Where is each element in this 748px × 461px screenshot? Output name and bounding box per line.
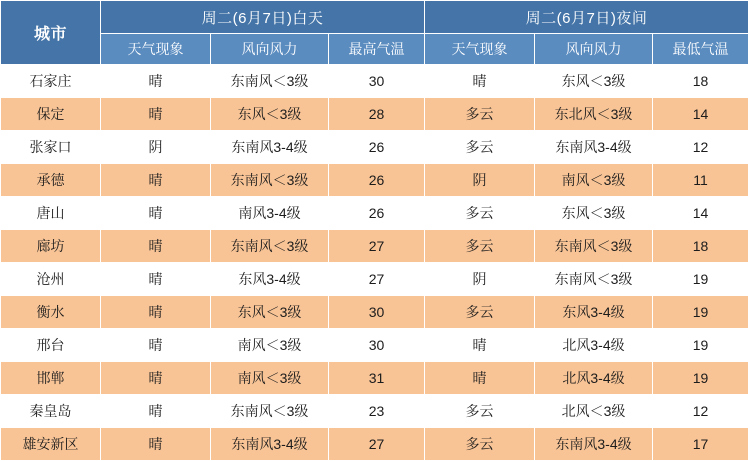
row-cell-night-wind: 东南风3-4级 [535, 428, 653, 461]
row-cell-night-low-temp: 14 [653, 197, 748, 230]
row-cell-day-wind: 东南风3-4级 [211, 428, 329, 461]
row-cell-night-low-temp: 19 [653, 362, 748, 395]
table-row [1, 362, 748, 395]
column-header-day-weather: 天气现象 [101, 34, 211, 65]
row-cell-day-weather: 晴 [101, 197, 211, 230]
column-header-night-low-temp: 最低气温 [653, 34, 748, 65]
table-row [1, 329, 748, 362]
row-cell-night-wind: 北风＜3级 [535, 395, 653, 428]
row-cell-night-weather: 晴 [425, 362, 535, 395]
row-cell-day-wind: 南风3-4级 [211, 197, 329, 230]
row-cell-night-wind: 东风3-4级 [535, 296, 653, 329]
row-cell-day-weather: 晴 [101, 65, 211, 98]
row-cell-city: 石家庄 [1, 65, 101, 98]
column-header-night-weather: 天气现象 [425, 34, 535, 65]
row-cell-day-wind: 东南风3-4级 [211, 131, 329, 164]
row-cell-night-weather: 晴 [425, 65, 535, 98]
row-cell-city: 邢台 [1, 329, 101, 362]
table-row [1, 263, 748, 296]
table-row [1, 296, 748, 329]
row-cell-night-weather: 阴 [425, 164, 535, 197]
row-cell-day-weather: 晴 [101, 164, 211, 197]
row-cell-day-high-temp: 30 [329, 65, 425, 98]
row-cell-city: 承德 [1, 164, 101, 197]
row-cell-day-wind: 东风3-4级 [211, 263, 329, 296]
row-cell-night-wind: 南风＜3级 [535, 164, 653, 197]
row-cell-day-high-temp: 26 [329, 164, 425, 197]
table-body [1, 65, 748, 461]
row-cell-day-wind: 东南风＜3级 [211, 65, 329, 98]
row-cell-night-wind: 东风＜3级 [535, 65, 653, 98]
row-cell-city: 唐山 [1, 197, 101, 230]
table-header [1, 1, 748, 65]
row-cell-city: 衡水 [1, 296, 101, 329]
table-row [1, 395, 748, 428]
row-cell-day-high-temp: 23 [329, 395, 425, 428]
column-header-day-high-temp: 最高气温 [329, 34, 425, 65]
column-group-header-night: 周二(6月7日)夜间 [425, 1, 748, 34]
row-cell-city: 张家口 [1, 131, 101, 164]
row-cell-day-wind: 东南风＜3级 [211, 230, 329, 263]
row-cell-night-low-temp: 19 [653, 329, 748, 362]
row-cell-day-weather: 晴 [101, 296, 211, 329]
row-cell-night-low-temp: 17 [653, 428, 748, 461]
row-cell-night-low-temp: 12 [653, 395, 748, 428]
row-cell-night-low-temp: 12 [653, 131, 748, 164]
row-cell-night-wind: 东风＜3级 [535, 197, 653, 230]
row-cell-night-low-temp: 14 [653, 98, 748, 131]
row-cell-day-high-temp: 27 [329, 428, 425, 461]
row-cell-city: 邯郸 [1, 362, 101, 395]
row-cell-day-high-temp: 30 [329, 296, 425, 329]
row-cell-city: 秦皇岛 [1, 395, 101, 428]
column-header-night-wind: 风向风力 [535, 34, 653, 65]
row-cell-city: 沧州 [1, 263, 101, 296]
row-cell-day-high-temp: 28 [329, 98, 425, 131]
row-cell-night-wind: 东南风3-4级 [535, 131, 653, 164]
row-cell-day-wind: 东风＜3级 [211, 98, 329, 131]
row-cell-day-weather: 晴 [101, 263, 211, 296]
row-cell-day-weather: 晴 [101, 362, 211, 395]
table-row [1, 428, 748, 461]
row-cell-night-wind: 东北风＜3级 [535, 98, 653, 131]
row-cell-city: 保定 [1, 98, 101, 131]
table-header-sub-row [1, 34, 748, 65]
row-cell-night-weather: 晴 [425, 329, 535, 362]
row-cell-night-weather: 多云 [425, 131, 535, 164]
table-row [1, 197, 748, 230]
row-cell-day-wind: 南风＜3级 [211, 329, 329, 362]
row-cell-day-weather: 阴 [101, 131, 211, 164]
row-cell-day-high-temp: 27 [329, 263, 425, 296]
table-row [1, 98, 748, 131]
row-cell-day-wind: 东风＜3级 [211, 296, 329, 329]
row-cell-night-low-temp: 19 [653, 263, 748, 296]
row-cell-night-low-temp: 19 [653, 296, 748, 329]
row-cell-day-weather: 晴 [101, 230, 211, 263]
table-header-group-row [1, 1, 748, 34]
row-cell-night-low-temp: 18 [653, 65, 748, 98]
row-cell-night-weather: 多云 [425, 98, 535, 131]
row-cell-day-high-temp: 26 [329, 131, 425, 164]
column-header-day-wind: 风向风力 [211, 34, 329, 65]
row-cell-day-high-temp: 30 [329, 329, 425, 362]
row-cell-day-weather: 晴 [101, 428, 211, 461]
row-cell-day-weather: 晴 [101, 98, 211, 131]
row-cell-night-weather: 多云 [425, 296, 535, 329]
row-cell-night-low-temp: 18 [653, 230, 748, 263]
row-cell-day-wind: 东南风＜3级 [211, 395, 329, 428]
row-cell-night-wind: 东南风＜3级 [535, 263, 653, 296]
row-cell-night-wind: 北风3-4级 [535, 329, 653, 362]
column-header-city: 城市 [1, 1, 101, 65]
row-cell-city: 雄安新区 [1, 428, 101, 461]
column-group-header-day: 周二(6月7日)白天 [101, 1, 425, 34]
row-cell-city: 廊坊 [1, 230, 101, 263]
row-cell-night-weather: 多云 [425, 230, 535, 263]
row-cell-day-weather: 晴 [101, 329, 211, 362]
row-cell-night-weather: 多云 [425, 428, 535, 461]
table-row [1, 131, 748, 164]
row-cell-night-weather: 多云 [425, 395, 535, 428]
row-cell-day-wind: 南风＜3级 [211, 362, 329, 395]
row-cell-night-wind: 东南风＜3级 [535, 230, 653, 263]
row-cell-night-weather: 阴 [425, 263, 535, 296]
table-row [1, 230, 748, 263]
row-cell-day-high-temp: 31 [329, 362, 425, 395]
row-cell-night-low-temp: 11 [653, 164, 748, 197]
row-cell-day-wind: 东南风＜3级 [211, 164, 329, 197]
row-cell-night-wind: 北风3-4级 [535, 362, 653, 395]
row-cell-night-weather: 多云 [425, 197, 535, 230]
row-cell-day-high-temp: 27 [329, 230, 425, 263]
row-cell-day-weather: 晴 [101, 395, 211, 428]
row-cell-day-high-temp: 26 [329, 197, 425, 230]
table-row [1, 65, 748, 98]
table-row [1, 164, 748, 197]
